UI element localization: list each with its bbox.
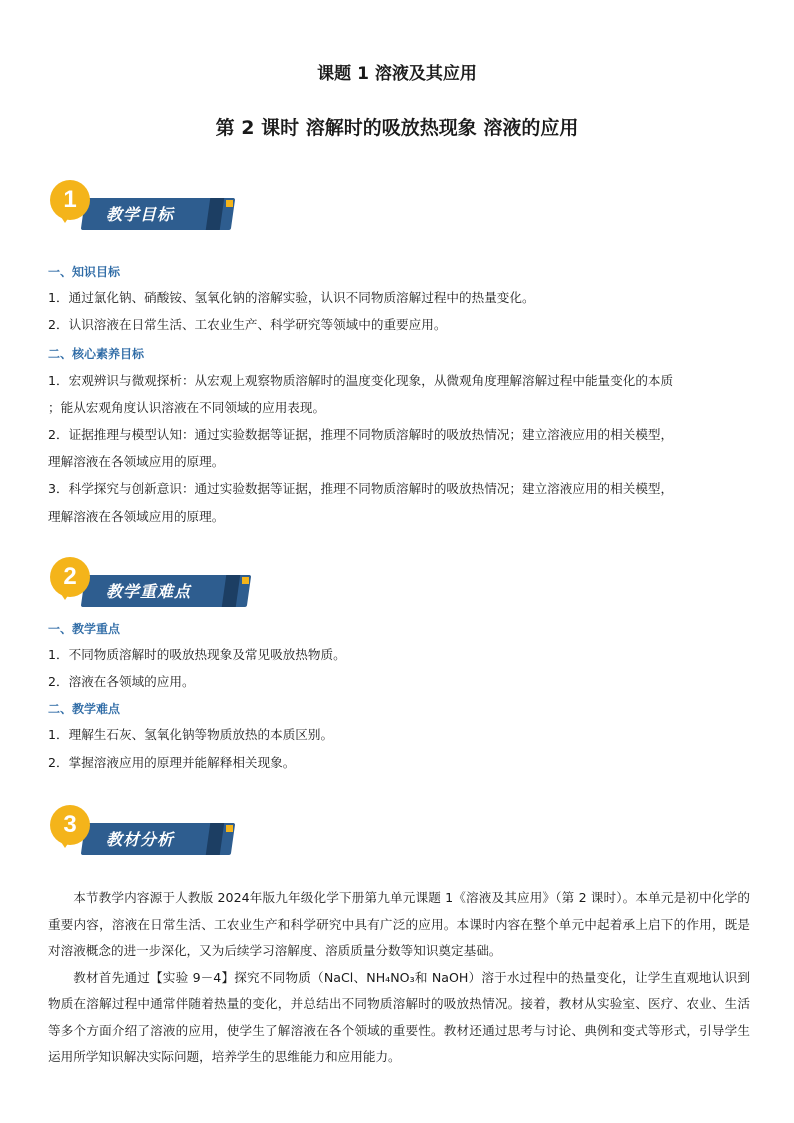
badge-accent-square <box>226 200 233 207</box>
text-line: 理解溶液在各领域应用的原理。 <box>48 509 225 524</box>
text-line: 1．宏观辨识与微观探析：从宏观上观察物质溶解时的温度变化现象，从微观角度理解溶解过程中能量变化的本质 <box>48 373 674 388</box>
badge-label: 教学重难点 <box>106 582 192 601</box>
section-badge-key-points <box>50 553 240 615</box>
text-line: 1．理解生石灰、氢氧化钠等物质放热的本质区别。 <box>48 727 334 742</box>
section-badge-analysis <box>50 801 240 863</box>
text-line: 2．认识溶液在日常生活、工农业生产、科学研究等领域中的重要应用。 <box>48 317 447 332</box>
analysis-paragraph-1: 本节教学内容源于人教版 2024年版九年级化学下册第九单元课题 1《溶液及其应用》（第 2 课时）。本单元是初中化学的重要内容，溶液在日常生活、工农业生产和科学研究中具有广泛的应用。本课时内容在整个单元中起着承上启下的作用，既是对溶液概念的进一步深化，又为后续学习溶解度、溶质质量分数等知识奠定基础。 <box>48 890 750 958</box>
text-line: 3．科学探究与创新意识：通过实验数据等证据，推理不同物质溶解时的吸放热情况；建立溶液应用的相关模型， <box>48 481 674 496</box>
lesson-title: 课题 1 溶液及其应用 <box>317 64 477 84</box>
text-line: 1．不同物质溶解时的吸放热现象及常见吸放热物质。 <box>48 647 346 662</box>
analysis-paragraph-2: 教材首先通过【实验 9－4】探究不同物质（NaCl、NH₄NO₃和 NaOH）溶于水过程中的热量变化，让学生直观地认识到物质在溶解过程中通常伴随着热量的变化，并总结出不同物质溶解时的吸放热情况。接着，教材从实验室、医疗、农业、生活等多个方面介绍了溶液的应用，使学生了解溶液在各个领域的重要性。教材还通过思考与讨论、典例和变式等形式，引导学生运用所学知识解决实际问题，培养学生的思维能力和应用能力。 <box>48 969 750 1064</box>
badge-number: 1 <box>50 180 90 220</box>
subheading-difficulty: 二、教学难点 <box>48 702 121 716</box>
badge-accent-square <box>242 577 249 584</box>
lesson-subtitle: 第 2 课时 溶解时的吸放热现象 溶液的应用 <box>215 117 579 139</box>
section-badge-objectives <box>50 176 240 238</box>
text-line: ；能从宏观角度认识溶液在不同领域的应用表现。 <box>48 400 326 415</box>
text-line: 2．溶液在各领域的应用。 <box>48 674 195 689</box>
subheading-literacy: 二、核心素养目标 <box>48 347 145 361</box>
subheading-knowledge: 一、知识目标 <box>48 265 121 279</box>
badge-number: 2 <box>50 557 90 597</box>
badge-accent-square <box>226 825 233 832</box>
text-line: 理解溶液在各领域应用的原理。 <box>48 454 225 469</box>
text-line: 2．证据推理与模型认知：通过实验数据等证据，推理不同物质溶解时的吸放热情况；建立溶液应用的相关模型， <box>48 427 674 442</box>
badge-label: 教材分析 <box>106 830 175 849</box>
badge-label: 教学目标 <box>106 205 175 224</box>
badge-number: 3 <box>50 805 90 845</box>
text-line: 2．掌握溶液应用的原理并能解释相关现象。 <box>48 755 296 770</box>
analysis-text <box>48 885 750 1071</box>
text-line: 1．通过氯化钠、硝酸铵、氢氧化钠的溶解实验，认识不同物质溶解过程中的热量变化。 <box>48 290 535 305</box>
subheading-focus: 一、教学重点 <box>48 622 121 636</box>
